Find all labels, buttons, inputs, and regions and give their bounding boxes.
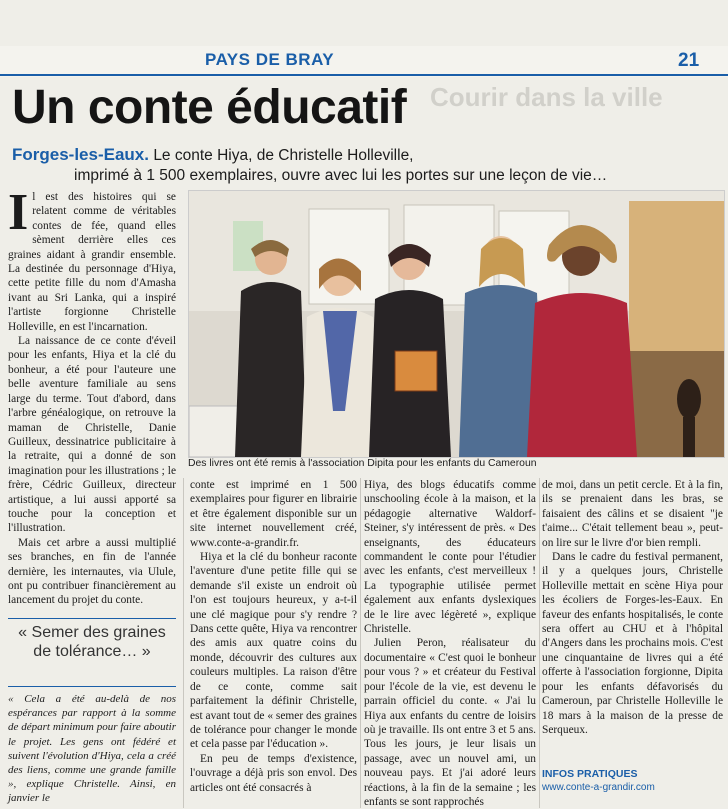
infos-url: www.conte-a-grandir.com — [542, 782, 655, 793]
photo-caption: Des livres ont été remis à l'association Dipita pour les enfants du Cameroun — [188, 458, 537, 469]
headline: Un conte éducatif — [12, 81, 407, 134]
section-title: PAYS DE BRAY — [205, 50, 335, 69]
col3-paragraph-1: Hiya, des blogs éducatifs comme unschooling école à la maison, et la pédagogie alternative Waldorf-Steiner, s'y intéressent de près. « Des enseignants, des éducateurs commandent le conte pour l'étudier avec les enfants, c'est merveilleux ! La typographie utilisée permet également aux enfants dyslexiques de le lire avec légèreté », explique Christelle. — [364, 479, 536, 636]
col1-paragraph-1: l est des histoires qui se relatent comme de véritables contes de fée, quand elles sèment derrière elles ces graines aidant à grandir ensemble. La destinée du personnage d'Hiya, cette petite fille du nom d'Amasha ivant au Sri Lanka, qui a inspiré l'artiste forgionne Christelle Holleville, en est l'incarnation. — [8, 191, 176, 333]
location-label: Forges-les-Eaux. — [12, 145, 149, 164]
dropcap: I — [8, 184, 29, 241]
column-4 — [542, 478, 723, 737]
infos-pratiques-label: INFOS PRATIQUES — [542, 768, 638, 780]
article-photo — [188, 190, 725, 458]
column-3 — [364, 478, 536, 809]
column-1 — [8, 184, 176, 608]
photo-illustration — [189, 191, 724, 457]
column-2 — [190, 478, 357, 795]
header-bar — [0, 46, 728, 77]
pullquote-rule-top — [8, 618, 176, 619]
col4-paragraph-1: de moi, dans un petit cercle. Et à la fin, ils se prenaient dans les bras, se faisaient des câlins et se disaient "je t'aime... C'était tellement beau », peut-on lire sur le livre d'or bien rempli. — [542, 479, 723, 549]
deck-line-1: Le conte Hiya, de Christelle Holleville, — [153, 147, 414, 164]
page-number: 21 — [678, 50, 700, 71]
column-separator — [360, 478, 361, 808]
col4-paragraph-2: Dans le cadre du festival permanent, il y a quelques jours, Christelle Holleville mettait en scène Hiya pour les écoliers de Forges-les-Eaux. En faveur des enfants hospitalisés, le conte sera offert au CHU et à l'hôpital d'Angers dans les prochains mois. C'est une cinquantaine de livres qui a été offerte à l'association forgionne, Dipita pour les enfants défavorisés du Cameroun, par Christelle Holleville le 18 mars à la maison de la presse de Serqueux. — [542, 551, 723, 736]
col2-paragraph-2: Hiya et la clé du bonheur raconte l'aventure d'une petite fille qui se demande s'il existe un endroit où l'on est toujours heureux, y a-t-il une clé magique pour s'y rendre ? Dans cette quête, Hiya va rencontrer des amis aux quatre coins du monde, découvrir des cultures aux couleurs multiples. La raison d'être de ce conte, comme sait parfaitement la définir Christelle, est avant tout de « semer des graines de tolérance pour changer le monde et cela passe par l'éducation ». — [190, 551, 357, 751]
column-separator — [183, 478, 184, 808]
col1-paragraph-2: La naissance de ce conte d'éveil pour les enfants, Hiya et la clé du bonheur, a été pour l'auteure une belle aventure familiale au sens large du terme. Tout d'abord, dans l'arbre généalogique, on retrouve la maman de Christelle, Danie Guilleux, dessinatrice publicitaire à la retraite, qui a donné de son imagination pour les illustrations ; le frère, Cédric Guilleux, directeur artistique, a lui aussi apporté sa touche pour la conception et l'illustration. — [8, 335, 176, 535]
column-1-quote: « Cela a été au-delà de nos espérances par rapport à la somme de départ minimum pour faire aboutir le projet. Les gens ont fédéré et suivent l'évolution d'Hiya, cela a créé des liens, comme une grande famille », explique Christelle. Ainsi, en janvier le — [8, 693, 176, 805]
column-separator — [539, 478, 540, 808]
col2-paragraph-3: En peu de temps d'existence, l'ouvrage a déjà pris son envol. Des articles ont été consacrés à — [190, 752, 357, 794]
col1-paragraph-3: Mais cet arbre a aussi multiplié ses branches, en fin de l'année dernière, les internautes, via Ulule, ont pu contribuer financièrement au lancement du projet du conte. — [8, 536, 176, 607]
col2-paragraph-1: conte est imprimé en 1 500 exemplaires pour figurer en librairie et être également disponible sur un site internet nouvellement créé, www.conte-a-grandir.fr. — [190, 479, 357, 549]
header-rule — [0, 74, 728, 76]
pullquote: « Semer des graines de tolérance… » — [18, 624, 166, 660]
pullquote-rule-bottom — [8, 686, 176, 687]
col3-paragraph-2: Julien Peron, réalisateur du documentaire « C'est quoi le bonheur pour vous ? » et créateur du Festival pour l'école de la vie, est devenu le parrain officiel du conte. « J'ai lu Hiya aux enfants du centre de loisirs où je travaille. Ils ont entre 3 et 5 ans. Tous les jours, je leur lisais un passage, avec un nouvel ami, un nouveau pays. Et j'ai adoré leurs réactions, à la fin de la semaine ; les enfants se sont rapprochés — [364, 637, 536, 808]
background-headline: Courir dans la ville — [430, 82, 663, 112]
deck — [12, 145, 712, 186]
deck-line-2: imprimé à 1 500 exemplaires, ouvre avec lui les portes sur une leçon de vie… — [74, 167, 608, 184]
